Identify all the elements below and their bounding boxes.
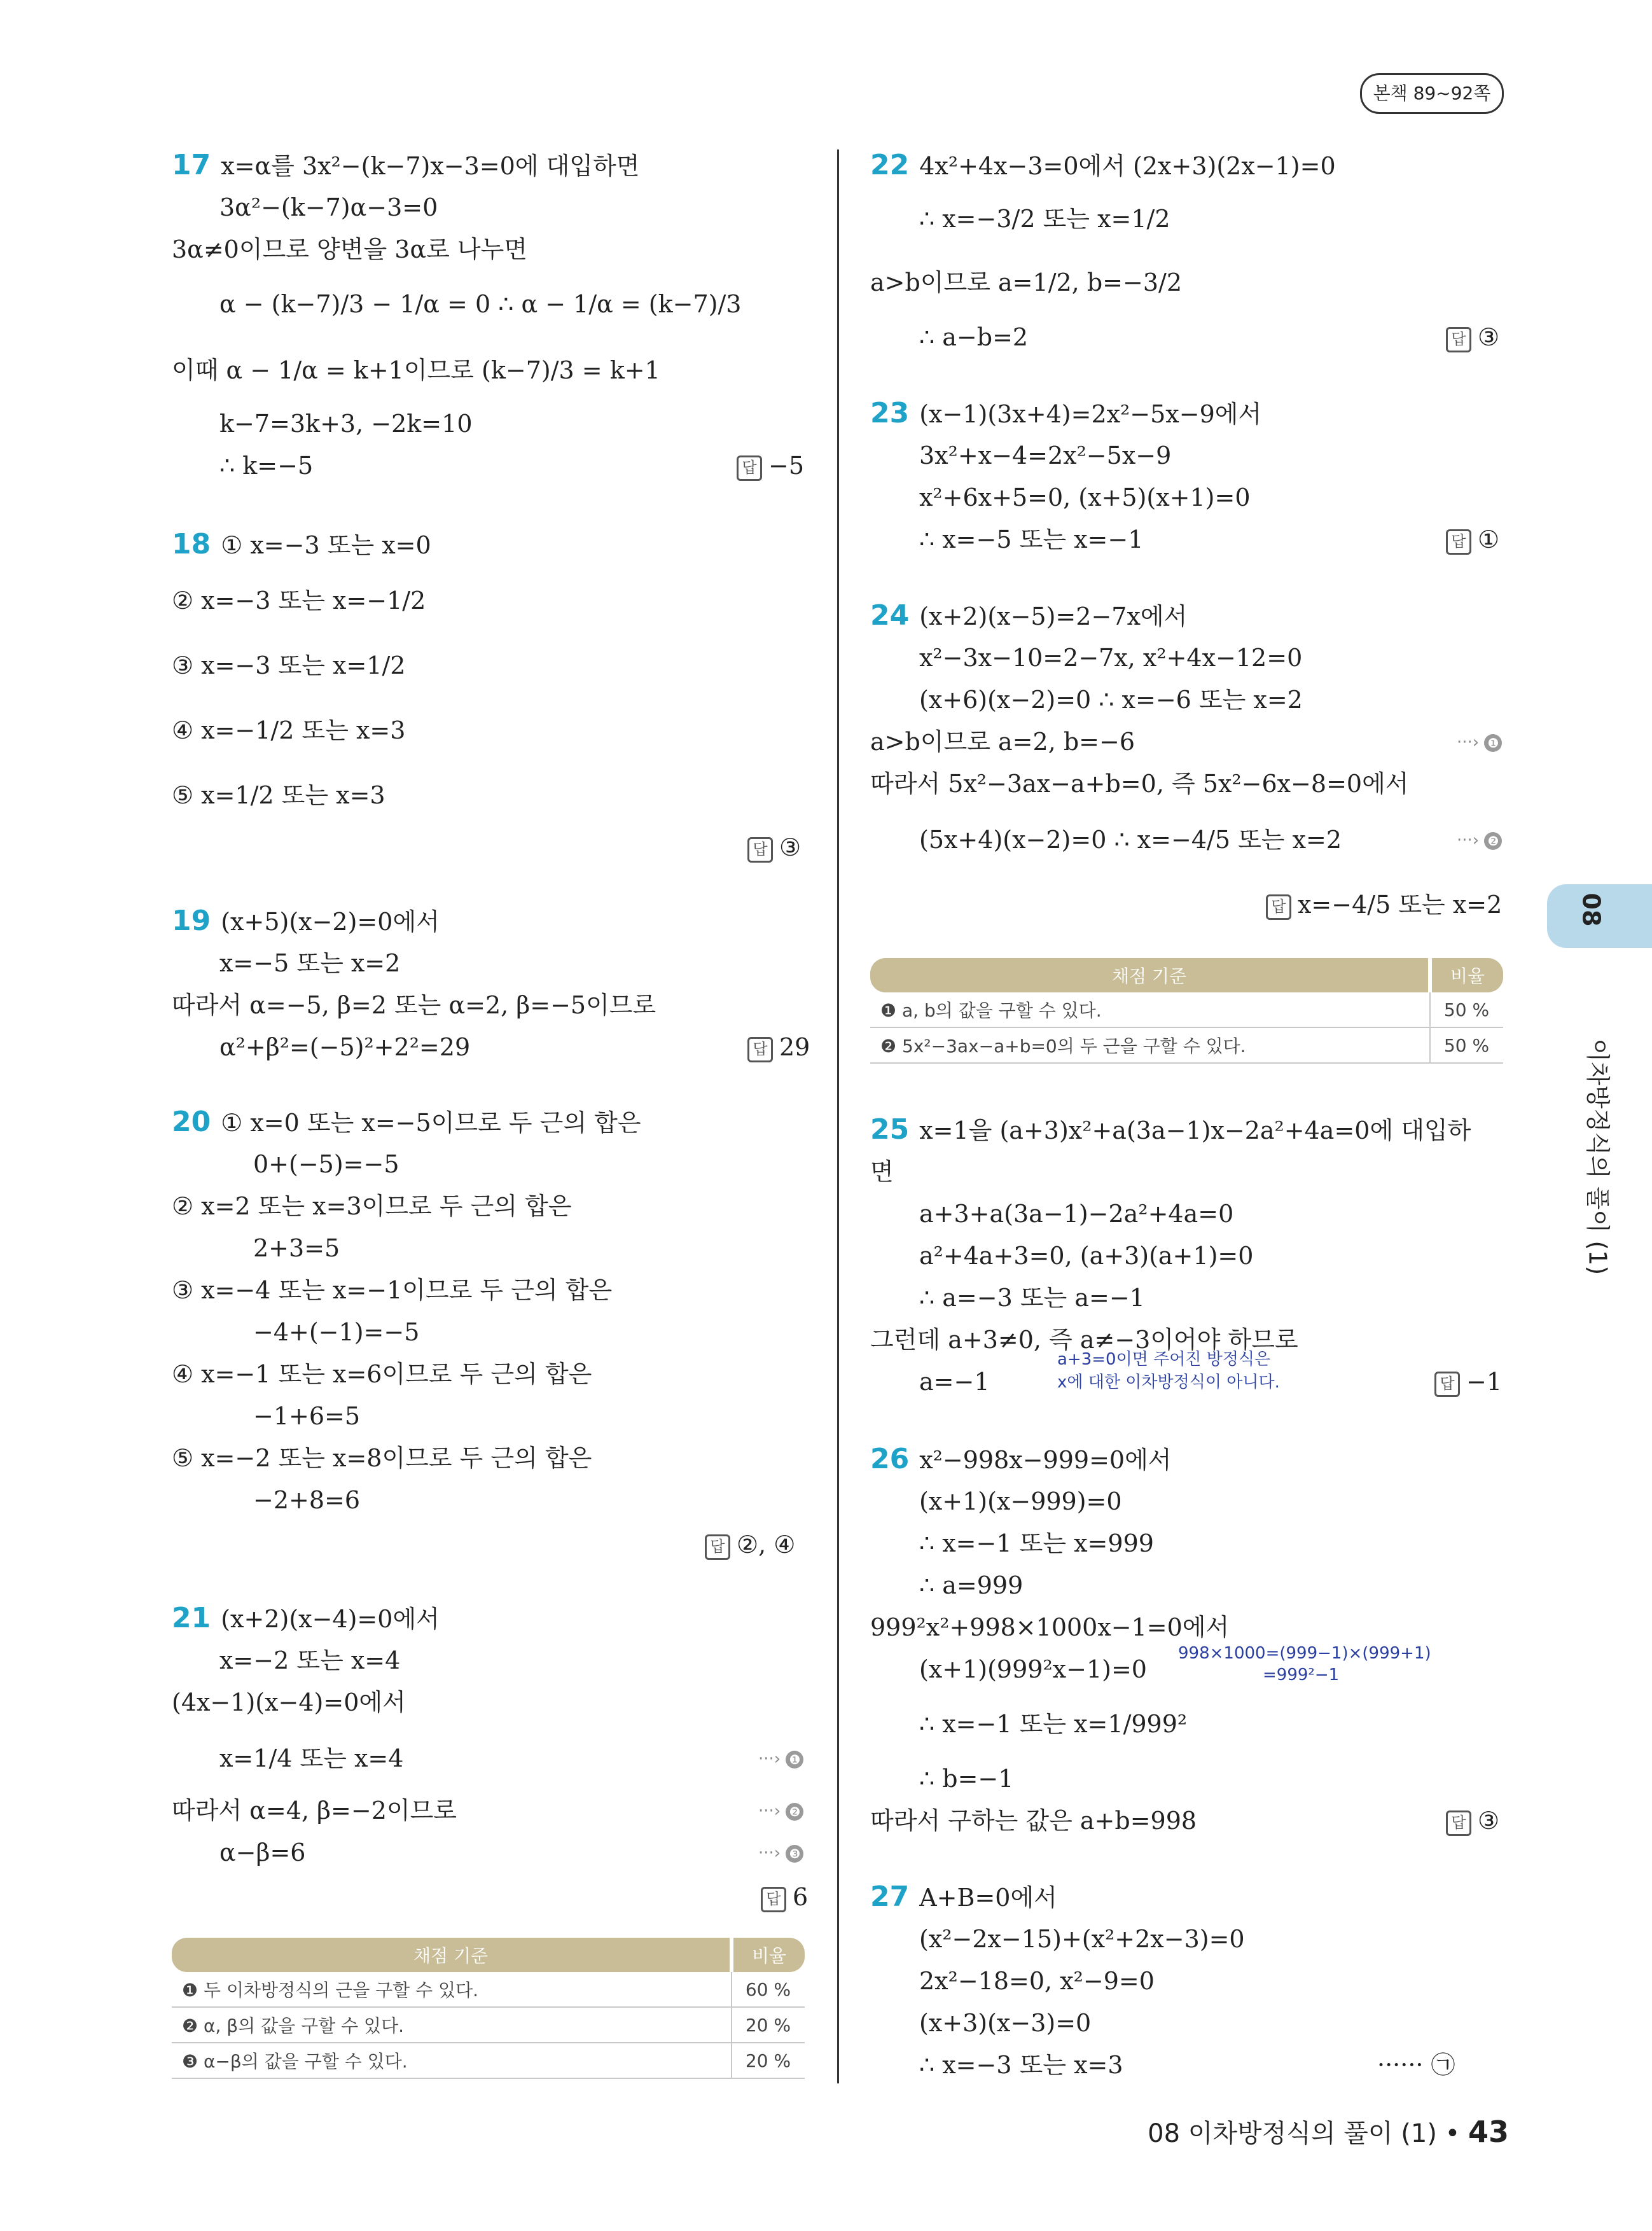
- problem-20-line-7: ④ x=−1 또는 x=6이므로 두 근의 합은: [172, 1360, 592, 1388]
- table-header: 비율: [732, 1938, 805, 1972]
- problem-26-line-3: ∴ x=−1 또는 x=999: [919, 1529, 1154, 1557]
- answer-17: 답 −5: [737, 450, 804, 481]
- table-row: ❸ α−β의 값을 구할 수 있다. 20 %: [172, 2043, 805, 2078]
- problem-24-line-3: (x+6)(x−2)=0 ∴ x=−6 또는 x=2: [919, 686, 1303, 714]
- problem-19-line-2: x=−5 또는 x=2: [219, 949, 401, 977]
- answer-icon: 답: [737, 455, 762, 481]
- annotation-note: a+3=0이면 주어진 방정식은: [1057, 1350, 1271, 1369]
- problem-26-line-6: (x+1)(999²x−1)=0: [919, 1655, 1147, 1683]
- annotation-note: x에 대한 이차방정식이 아니다.: [1057, 1373, 1280, 1392]
- problem-17-line-6: k−7=3k+3, −2k=10: [219, 410, 473, 438]
- page-number: 43: [1468, 2115, 1509, 2149]
- problem-27-line-1: 27 A+B=0에서: [870, 1880, 1057, 1913]
- problem-23-line-1: 23 (x−1)(3x+4)=2x²−5x−9에서: [870, 397, 1262, 429]
- problem-27-line-5: ∴ x=−3 또는 x=3: [919, 2051, 1123, 2079]
- answer-22: 답 ③: [1446, 322, 1499, 352]
- footer-chapter: 08 이차방정식의 풀이 (1): [1148, 2119, 1437, 2148]
- problem-27-line-3: 2x²−18=0, x²−9=0: [919, 1967, 1155, 1995]
- problem-20-line-3: ② x=2 또는 x=3이므로 두 근의 합은: [172, 1192, 572, 1220]
- problem-24-line-6: (5x+4)(x−2)=0 ∴ x=−4/5 또는 x=2: [919, 826, 1342, 854]
- problem-25-line-2: 면: [870, 1158, 894, 1186]
- problem-21-line-6: α−β=6: [219, 1838, 306, 1866]
- problem-24-line-4: a>b이므로 a=2, b=−6: [870, 728, 1135, 756]
- answer-25: 답 −1: [1434, 1366, 1502, 1397]
- chapter-title-vertical: 이차방정식의 풀이 (1): [1583, 1038, 1612, 1275]
- table-header: 채점 기준: [172, 1938, 732, 1972]
- answer-icon: 답: [1434, 1372, 1460, 1397]
- annotation-note: 998×1000=(999−1)×(999+1): [1178, 1644, 1431, 1663]
- problem-17-line-4: α − (k−7)/3 − 1/α = 0 ∴ α − 1/α = (k−7)/3: [219, 290, 742, 318]
- answer-24: 답 x=−4/5 또는 x=2: [1266, 889, 1502, 920]
- problem-17-line-3: 3α≠0이므로 양변을 3α로 나누면: [172, 235, 528, 263]
- answer-icon: 답: [1446, 327, 1471, 352]
- column-divider: [837, 149, 839, 2083]
- page-footer: 08 이차방정식의 풀이 (1) • 43: [1148, 2115, 1509, 2149]
- problem-25-line-7: a=−1: [919, 1368, 990, 1396]
- problem-27-line-4: (x+3)(x−3)=0: [919, 2009, 1092, 2037]
- step-marker-2: ···› ❷: [758, 1802, 803, 1821]
- answer-icon: 답: [747, 1037, 773, 1062]
- equation-mark: ······ ㉠: [1377, 2051, 1455, 2079]
- problem-22-line-1: 22 4x²+4x−3=0에서 (2x+3)(2x−1)=0: [870, 149, 1336, 181]
- problem-20-line-2: 0+(−5)=−5: [253, 1150, 399, 1178]
- problem-21-line-5: 따라서 α=4, β=−2이므로: [172, 1797, 457, 1824]
- step-marker-3: ···› ❸: [758, 1844, 803, 1863]
- problem-26-line-5: 999²x²+998×1000x−1=0에서: [870, 1613, 1230, 1641]
- annotation-note: =999²−1: [1263, 1665, 1340, 1685]
- table-row: ❷ α, β의 값을 구할 수 있다. 20 %: [172, 2007, 805, 2043]
- scoring-table-24: [870, 958, 1503, 1064]
- problem-18-line-3: ③ x=−3 또는 x=1/2: [172, 651, 406, 679]
- problem-25-line-4: a²+4a+3=0, (a+3)(a+1)=0: [919, 1242, 1254, 1270]
- problem-25-line-5: ∴ a=−3 또는 a=−1: [919, 1284, 1145, 1312]
- answer-icon: 답: [1446, 1811, 1471, 1836]
- answer-20: 답 ②, ④: [705, 1529, 795, 1560]
- problem-20-line-6: −4+(−1)=−5: [253, 1318, 420, 1346]
- problem-27-line-2: (x²−2x−15)+(x²+2x−3)=0: [919, 1925, 1245, 1953]
- problem-26-line-2: (x+1)(x−999)=0: [919, 1487, 1122, 1515]
- problem-24-line-1: 24 (x+2)(x−5)=2−7x에서: [870, 599, 1188, 632]
- table-row: ❶ 두 이차방정식의 근을 구할 수 있다. 60 %: [172, 1972, 805, 2007]
- problem-17-line-1: 17 x=α를 3x²−(k−7)x−3=0에 대입하면: [172, 149, 640, 181]
- problem-number: 17: [172, 149, 211, 181]
- problem-18-line-4: ④ x=−1/2 또는 x=3: [172, 716, 406, 744]
- step-marker-2: ···› ❷: [1457, 831, 1502, 850]
- problem-26-line-1: 26 x²−998x−999=0에서: [870, 1443, 1172, 1475]
- answer-icon: 답: [1266, 894, 1291, 920]
- problem-20-line-4: 2+3=5: [253, 1234, 340, 1262]
- problem-25-line-1: 25 x=1을 (a+3)x²+a(3a−1)x−2a²+4a=0에 대입하: [870, 1113, 1471, 1146]
- answer-icon: 답: [747, 837, 773, 863]
- problem-19-line-3: 따라서 α=−5, β=2 또는 α=2, β=−5이므로: [172, 991, 656, 1019]
- problem-20-line-5: ③ x=−4 또는 x=−1이므로 두 근의 합은: [172, 1276, 613, 1304]
- problem-26-line-9: 따라서 구하는 값은 a+b=998: [870, 1807, 1197, 1835]
- answer-18: 답 ③: [747, 832, 801, 863]
- problem-19-line-4: α²+β²=(−5)²+2²=29: [219, 1033, 471, 1061]
- problem-26-line-4: ∴ a=999: [919, 1571, 1024, 1599]
- table-row: ❷ 5x²−3ax−a+b=0의 두 근을 구할 수 있다. 50 %: [870, 1027, 1503, 1063]
- problem-18-line-5: ⑤ x=1/2 또는 x=3: [172, 781, 385, 809]
- problem-25-line-6: 그런데 a+3≠0, 즉 a≠−3이어야 하므로: [870, 1326, 1298, 1354]
- problem-20-line-8: −1+6=5: [253, 1402, 361, 1430]
- problem-21-line-1: 21 (x+2)(x−4)=0에서: [172, 1602, 440, 1634]
- step-marker-1: ···› ❶: [758, 1749, 803, 1769]
- answer-19: 답 29: [747, 1032, 810, 1062]
- problem-21-line-4: x=1/4 또는 x=4: [219, 1744, 404, 1772]
- problem-21-line-3: (4x−1)(x−4)=0에서: [172, 1688, 406, 1716]
- answer-icon: 답: [1446, 529, 1471, 555]
- problem-17-line-5: 이때 α − 1/α = k+1이므로 (k−7)/3 = k+1: [172, 356, 660, 384]
- answer-icon: 답: [705, 1534, 730, 1560]
- problem-22-line-3: a>b이므로 a=1/2, b=−3/2: [870, 268, 1182, 296]
- page-reference-tag: 본책 89~92쪽: [1360, 73, 1504, 114]
- problem-24-line-2: x²−3x−10=2−7x, x²+4x−12=0: [919, 644, 1303, 672]
- table-row: ❶ a, b의 값을 구할 수 있다. 50 %: [870, 992, 1503, 1027]
- problem-20-line-9: ⑤ x=−2 또는 x=8이므로 두 근의 합은: [172, 1444, 592, 1472]
- problem-24-line-5: 따라서 5x²−3ax−a+b=0, 즉 5x²−6x−8=0에서: [870, 770, 1409, 798]
- problem-23-line-3: x²+6x+5=0, (x+5)(x+1)=0: [919, 483, 1251, 511]
- problem-23-line-4: ∴ x=−5 또는 x=−1: [919, 525, 1144, 553]
- chapter-number: 08: [1577, 893, 1606, 927]
- problem-26-line-8: ∴ b=−1: [919, 1765, 1014, 1793]
- problem-20-line-10: −2+8=6: [253, 1486, 361, 1514]
- problem-20-line-1: 20 ① x=0 또는 x=−5이므로 두 근의 합은: [172, 1106, 641, 1138]
- problem-25-line-3: a+3+a(3a−1)−2a²+4a=0: [919, 1200, 1234, 1228]
- table-header: 비율: [1430, 958, 1503, 992]
- problem-22-line-2: ∴ x=−3/2 또는 x=1/2: [919, 205, 1170, 233]
- answer-21: 답 6: [761, 1882, 808, 1912]
- answer-icon: 답: [761, 1887, 786, 1912]
- problem-26-line-7: ∴ x=−1 또는 x=1/999²: [919, 1710, 1188, 1738]
- answer-26: 답 ③: [1446, 1805, 1499, 1836]
- scoring-table-21: [172, 1938, 805, 2079]
- problem-18-line-2: ② x=−3 또는 x=−1/2: [172, 587, 426, 615]
- answer-23: 답 ①: [1446, 524, 1499, 555]
- problem-21-line-2: x=−2 또는 x=4: [219, 1646, 401, 1674]
- table-header: 채점 기준: [870, 958, 1430, 992]
- problem-23-line-2: 3x²+x−4=2x²−5x−9: [919, 441, 1172, 469]
- problem-22-line-4: ∴ a−b=2: [919, 323, 1029, 351]
- step-marker-1: ···› ❶: [1457, 733, 1502, 752]
- problem-18-line-1: 18 ① x=−3 또는 x=0: [172, 528, 431, 560]
- problem-19-line-1: 19 (x+5)(x−2)=0에서: [172, 905, 440, 937]
- problem-17-line-7: ∴ k=−5: [219, 452, 314, 480]
- problem-17-line-2: 3α²−(k−7)α−3=0: [219, 193, 438, 221]
